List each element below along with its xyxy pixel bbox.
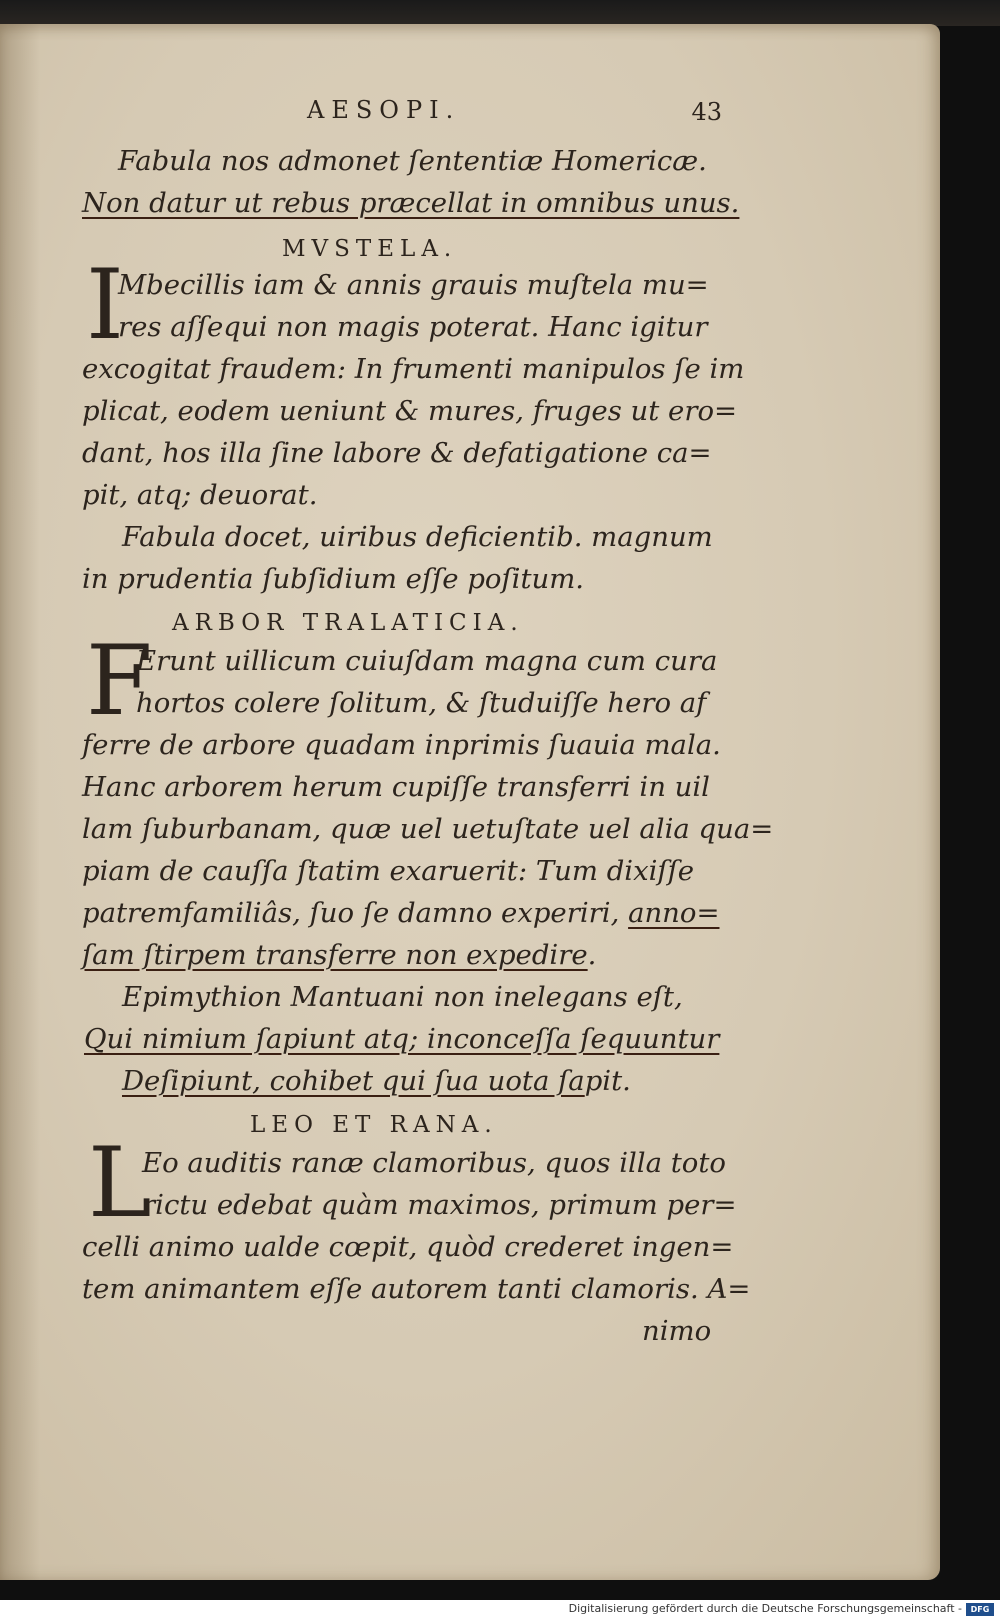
underlined-segment: anno= [628,897,720,929]
text-line: Erunt uillicum cuiuſdam magna cum cura [136,645,718,677]
digitization-footer [0,1600,1000,1620]
text-line: pit, atq; deuorat. [82,479,318,511]
text-segment: patremfamiliâs, ſuo ſe damno experiri, [82,897,629,929]
running-title: AESOPI. [307,96,461,124]
text-line: Eo auditis ranæ clamoribus, quos illa toto [142,1147,726,1179]
text-line: tem animantem eſſe autorem tanti clamoris. A= [82,1273,751,1305]
catchword: nimo [642,1315,712,1347]
fable-heading-arbor: ARBOR TRALATICIA. [172,610,524,636]
scan-top-edge [0,0,1000,26]
text-line: Mbecillis iam & annis grauis muſtela mu= [118,269,709,301]
text-line: res aſſequi non magis poterat. Hanc igitur [118,311,708,343]
funding-credit: Digitalisierung gefördert durch die Deutsche Forschungsgemeinschaft - [568,1602,962,1615]
underlined-verse: Qui nimium ſapiunt atq; inconceſſa ſequuntur [84,1023,720,1055]
text-line: ferre de arbore quadam inprimis ſuauia mala. [82,729,721,761]
underlined-segment: ſam ſtirpem transferre non expedire [82,939,588,971]
text-line [122,1060,631,1102]
text-line [82,934,596,976]
text-segment: pit. [584,1065,631,1097]
page-number: 43 [691,98,722,126]
drop-capital-l: L [88,1127,152,1239]
text-line: hortos colere ſolitum, & ſtuduiſſe hero af [136,687,707,719]
drop-capital-i: I [86,249,124,361]
text-line: Hanc arborem herum cupiſſe transferri in uil [82,771,710,803]
text-line: Fabula nos admonet ſententiæ Homericæ. [118,145,707,177]
text-line: celli animo ualde cœpit, quòd crederet ingen= [82,1231,734,1263]
text-line: in prudentia ſubſidium eſſe poſitum. [82,563,585,595]
fable-heading-mustela: MVSTELA. [282,236,458,262]
text-segment: . [587,939,597,971]
fable-heading-leo: LEO ET RANA. [250,1112,498,1138]
text-line: piam de cauſſa ſtatim exaruerit: Tum dixiſſe [82,855,695,887]
text-line: lam ſuburbanam, quæ uel uetuſtate uel alia qua= [82,813,774,845]
text-line [82,892,720,934]
page-gutter-shadow [0,24,40,1580]
running-head [82,92,722,136]
underlined-verse: Non datur ut rebus præcellat in omnibus unus. [82,187,740,219]
text-line: rictu edebat quàm maximos, primum per= [142,1189,737,1221]
text-line: plicat, eodem ueniunt & mures, fruges ut ero= [82,395,738,427]
drop-capital-f: F [86,625,153,737]
text-line: dant, hos illa ſine labore & defatigatione ca= [82,437,712,469]
text-line: excogitat fraudem: In frumenti manipulos ſe im [82,353,745,385]
dfg-logo: DFG [966,1603,994,1616]
text-line: Fabula docet, uiribus deficientib. magnum [122,521,713,553]
text-line: Epimythion Mantuani non inelegans eſt, [122,981,683,1013]
underlined-segment: Deſipiunt, cohibet qui ſua uota ſa [122,1065,585,1097]
